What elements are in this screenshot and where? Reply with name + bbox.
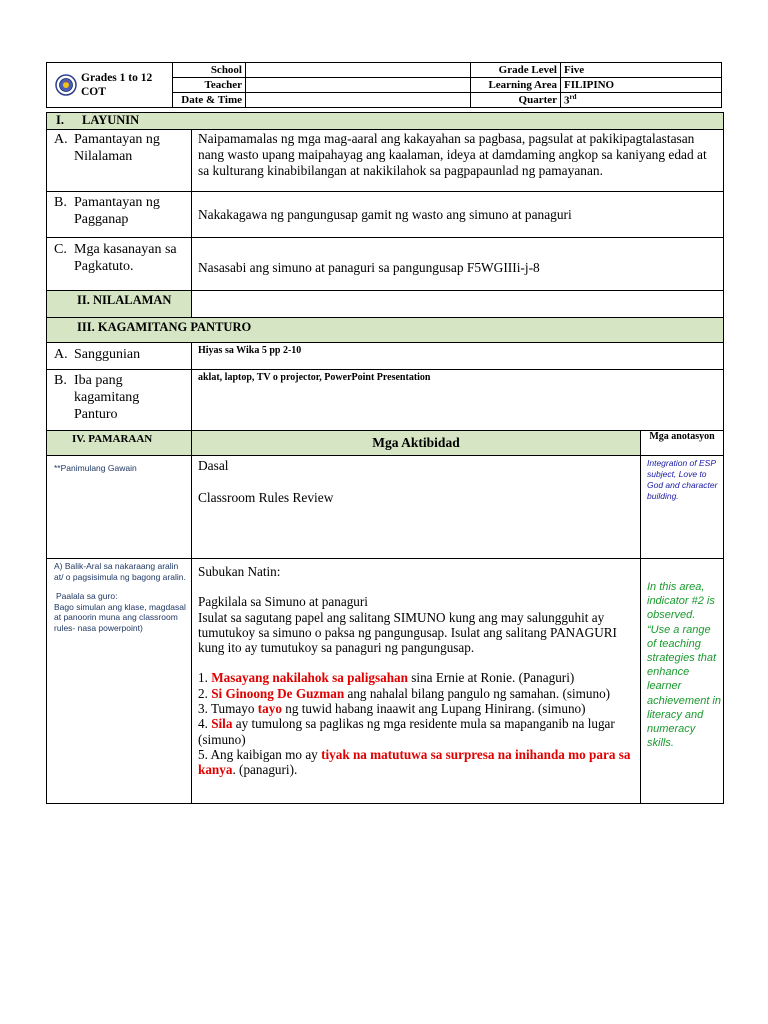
quarter-label: Quarter bbox=[471, 93, 561, 108]
balik-aral-cell bbox=[47, 559, 192, 804]
layunin-c-label: Mga kasanayan sa Pagkatuto. bbox=[74, 242, 177, 274]
panimula-label: **Panimulang Gawain bbox=[54, 463, 137, 473]
layunin-c-text: Nasasabi ang simuno at panaguri sa pangungusap F5WGIIIi-j-8 bbox=[192, 238, 724, 291]
layunin-a-text: Naipamamalas ng mga mag-aaral ang kakayahan sa pagbasa, pagsulat at pakikipagtalastasan nang wasto upang maipahayag ang kaalaman, ideya at damdaming angkop sa kaniyang edad at sa kulturang kinabibilangan at nakikilahok sa pagpapaunlad ng pamayanan. bbox=[192, 130, 724, 192]
header-title-line1: Grades 1 to 12 bbox=[81, 72, 153, 84]
layunin-b-label-cell: B. Pamantayan ng Pagganap bbox=[47, 192, 192, 238]
school-value bbox=[246, 63, 471, 78]
school-label: School bbox=[173, 63, 246, 78]
learning-area-label: Learning Area bbox=[471, 78, 561, 93]
grade-level-value: Five bbox=[561, 63, 722, 78]
panimula-activities bbox=[192, 456, 641, 559]
kagamitan-b-text: aklat, laptop, TV o projector, PowerPoint Presentation bbox=[192, 370, 724, 431]
subukan-intro: Subukan Natin: bbox=[198, 564, 281, 579]
teacher-label: Teacher bbox=[173, 78, 246, 93]
subukan-topic: Pagkilala sa Simuno at panaguri bbox=[198, 594, 368, 610]
layunin-b-label: Pamantayan ng Pagganap bbox=[74, 195, 160, 227]
layunin-heading: LAYUNIN bbox=[82, 113, 140, 127]
col-annotations-header: Mga anotasyon bbox=[641, 431, 724, 456]
panimula-line2: Classroom Rules Review bbox=[198, 490, 334, 505]
panimula-line1: Dasal bbox=[198, 458, 229, 473]
paalala-text: Bago simulan ang klase, magdasal at panoorin muna ang classroom rules- nasa powerpoint) bbox=[54, 601, 186, 633]
pamaraan-heading: IV. PAMARAAN bbox=[47, 431, 192, 456]
grade-level-label: Grade Level bbox=[471, 63, 561, 78]
layunin-a-label: Pamantayan ng Nilalaman bbox=[74, 132, 160, 164]
subukan-annotation-cell bbox=[641, 559, 724, 804]
layunin-heading-row: I. LAYUNIN bbox=[47, 113, 724, 130]
exercise-item: 2. Si Ginoong De Guzman ang nahalal bilang pangulo ng samahan. (simuno) bbox=[198, 685, 611, 701]
paalala-title: Paalala sa guro: bbox=[56, 591, 118, 601]
teacher-value bbox=[246, 78, 471, 93]
subukan-instructions: Isulat sa sagutang papel ang salitang SIMUNO kung ang may salungguhit ay tumutukoy sa simuno o paksa ng pangungusap. Isulat ang salitang PANAGURI kung ito ay tumutukoy sa panaguri ng pangungusap. bbox=[198, 609, 617, 656]
kagamitan-b-label-cell: B. Iba pang kagamitang Panturo bbox=[47, 370, 192, 431]
datetime-label: Date & Time bbox=[173, 93, 246, 108]
nilalaman-heading: II. NILALAMAN bbox=[47, 291, 192, 318]
layunin-c-label-cell: C. Mga kasanayan sa Pagkatuto. bbox=[47, 238, 192, 291]
nilalaman-value bbox=[192, 291, 724, 318]
exercise-item: 4. Sila ay tumulong sa paglikas ng mga residente mula sa mapanganib na lugar (simuno) bbox=[198, 716, 615, 747]
col-activities-header: Mga Aktibidad bbox=[192, 431, 641, 456]
kagamitan-a-text: Hiyas sa Wika 5 pp 2-10 bbox=[192, 343, 724, 370]
learning-area-value: FILIPINO bbox=[561, 78, 722, 93]
kagamitan-heading: III. KAGAMITANG PANTURO bbox=[47, 318, 724, 343]
exercise-item: 5. Ang kaibigan mo ay tiyak na matutuwa sa surpresa na inihanda mo para sa kanya. (panaguri). bbox=[198, 746, 631, 778]
layunin-b-text: Nakakagawa ng pangungusap gamit ng wasto ang simuno at panaguri bbox=[192, 192, 724, 238]
exercise-item: 1. Masayang nakilahok sa paligsahan sina Ernie at Ronie. (Panaguri) bbox=[198, 670, 575, 686]
header-table bbox=[46, 62, 722, 108]
subukan-natin-cell bbox=[192, 559, 641, 804]
panimula-annotation-cell bbox=[641, 456, 724, 559]
header-logo-cell bbox=[47, 63, 173, 108]
header-title-line2: COT bbox=[81, 86, 106, 98]
quarter-value: 3rd bbox=[561, 93, 722, 108]
datetime-value bbox=[246, 93, 471, 108]
deped-seal-icon bbox=[55, 74, 77, 96]
subukan-annotation: In this area, indicator #2 is observed. “Use a range of teaching strategies that enhance learner achievement in literacy and numeracy skills. bbox=[647, 581, 721, 750]
balik-aral-title: A) Balik-Aral sa nakaraang aralin at/ o pagsisimula ng bagong aralin. bbox=[54, 561, 186, 582]
kagamitan-a-label-cell: A. Sanggunian bbox=[47, 343, 192, 370]
lesson-plan-table bbox=[46, 112, 724, 804]
panimula-annotation: Integration of ESP subject, Love to God and character building. bbox=[647, 458, 718, 501]
layunin-a-label-cell: A. Pamantayan ng Nilalaman bbox=[47, 130, 192, 192]
kagamitan-b-label: Iba pang kagamitang Panturo bbox=[74, 373, 140, 422]
panimula-label-cell bbox=[47, 456, 192, 559]
exercise-item: 3. Tumayo tayo ng tuwid habang inaawit ang Lupang Hinirang. (simuno) bbox=[198, 701, 586, 717]
exercise-list bbox=[198, 670, 636, 777]
kagamitan-a-label: Sanggunian bbox=[74, 347, 141, 362]
